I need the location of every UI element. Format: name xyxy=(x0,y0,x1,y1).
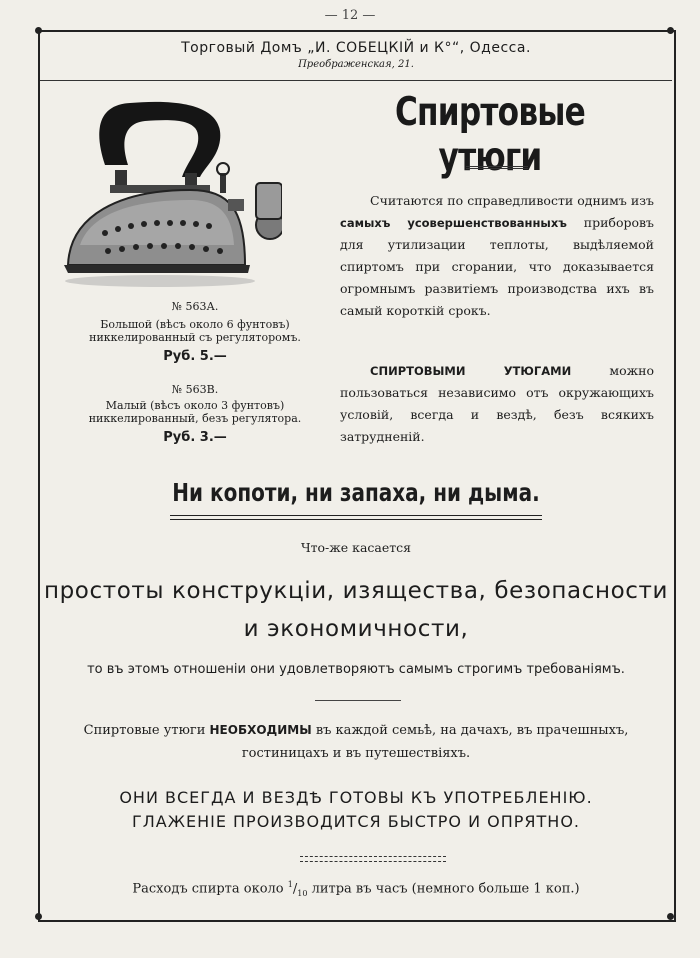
fraction-denominator: 10 xyxy=(297,888,308,898)
model-description: Малый (вѣсъ около 3 фунтовъ) никкелированный, безъ регулятора. xyxy=(88,399,302,425)
model-number: № 563А. xyxy=(171,300,219,313)
caps-line: ОНИ ВСЕГДА И ВЕЗДѢ ГОТОВЫ КЪ УПОТРЕБЛЕНIЮ. xyxy=(119,788,593,807)
header-rule xyxy=(40,80,672,81)
page-title: Спиртовые утюги xyxy=(394,90,586,180)
fraction-numerator: 1 xyxy=(287,880,293,889)
text: въ каждой семьѣ, на дачахъ, въ прачешныхъ, гостиницахъ и въ путешествiяхъ. xyxy=(241,723,629,761)
corner-dot xyxy=(667,27,674,34)
caps-statement xyxy=(40,786,672,834)
model-price: Руб. 3.— xyxy=(163,430,227,445)
emphasis: СПИРТОВЫМИ УТЮГАМИ xyxy=(370,364,572,378)
transition-line: Что-же касается xyxy=(300,540,412,555)
text: приборовъ для утилизации теплоты, выдѣляемой спиртомъ при сгорании, что доказывается огромнымъ развитiемъ производства ихъ въ самый короткiй срокъ. xyxy=(340,215,654,318)
usage-paragraph xyxy=(340,360,654,448)
corner-dot xyxy=(667,913,674,920)
slogan-underline xyxy=(170,515,542,520)
footer-line: Расходъ спирта около $^1/_{10}$ литра въ часъ (немного больше 1 коп.) xyxy=(132,880,580,898)
footer-divider xyxy=(300,856,446,862)
page-header xyxy=(40,40,672,70)
page-number: — 12 — xyxy=(324,8,376,23)
slogan: Ни копоти, ни запаха, ни дыма. xyxy=(172,478,540,507)
corner-dot xyxy=(35,913,42,920)
qualities-line: и экономичности, xyxy=(243,616,469,642)
intro-paragraph xyxy=(340,190,654,322)
qualities-line: простоты конструкцiи, изящества, безопасности xyxy=(43,578,669,604)
necessity-paragraph xyxy=(40,719,672,765)
text: Расходъ спирта около xyxy=(132,881,284,897)
model-price: Руб. 5.— xyxy=(163,349,227,364)
section-divider xyxy=(315,700,401,701)
spirit-iron-illustration xyxy=(60,95,282,295)
emphasis: НЕОБХОДИМЫ xyxy=(209,723,312,737)
text: можно пользоваться независимо отъ окружающихъ условiй, всегда и вездѣ, безъ всякихъ затрудненiй. xyxy=(340,363,654,444)
requirements-line: то въ этомъ отношенiи они удовлетворяютъ самымъ строгимъ требованiямъ. xyxy=(87,662,625,677)
model-number: № 563В. xyxy=(171,383,219,396)
caps-line: ГЛАЖЕНIЕ ПРОИЗВОДИТСЯ БЫСТРО И ОПРЯТНО. xyxy=(131,812,580,831)
firm-address: Преображенская, 21. xyxy=(298,59,414,70)
text: литра въ часъ (немного больше 1 коп.) xyxy=(311,881,580,897)
firm-name: Торговый Домъ „И. СОБЕЦКIЙ и К°“, Одесса. xyxy=(181,40,531,56)
text: Спиртовые утюги xyxy=(83,723,206,738)
model-description: Большой (вѣсъ около 6 фунтовъ) никкелированный съ регуляторомъ. xyxy=(89,318,301,344)
text: Считаются по справедливости однимъ изъ xyxy=(370,193,654,208)
title-underline xyxy=(466,166,528,172)
emphasis: самыхъ усовершенствованныхъ xyxy=(340,216,567,230)
corner-dot xyxy=(35,27,42,34)
